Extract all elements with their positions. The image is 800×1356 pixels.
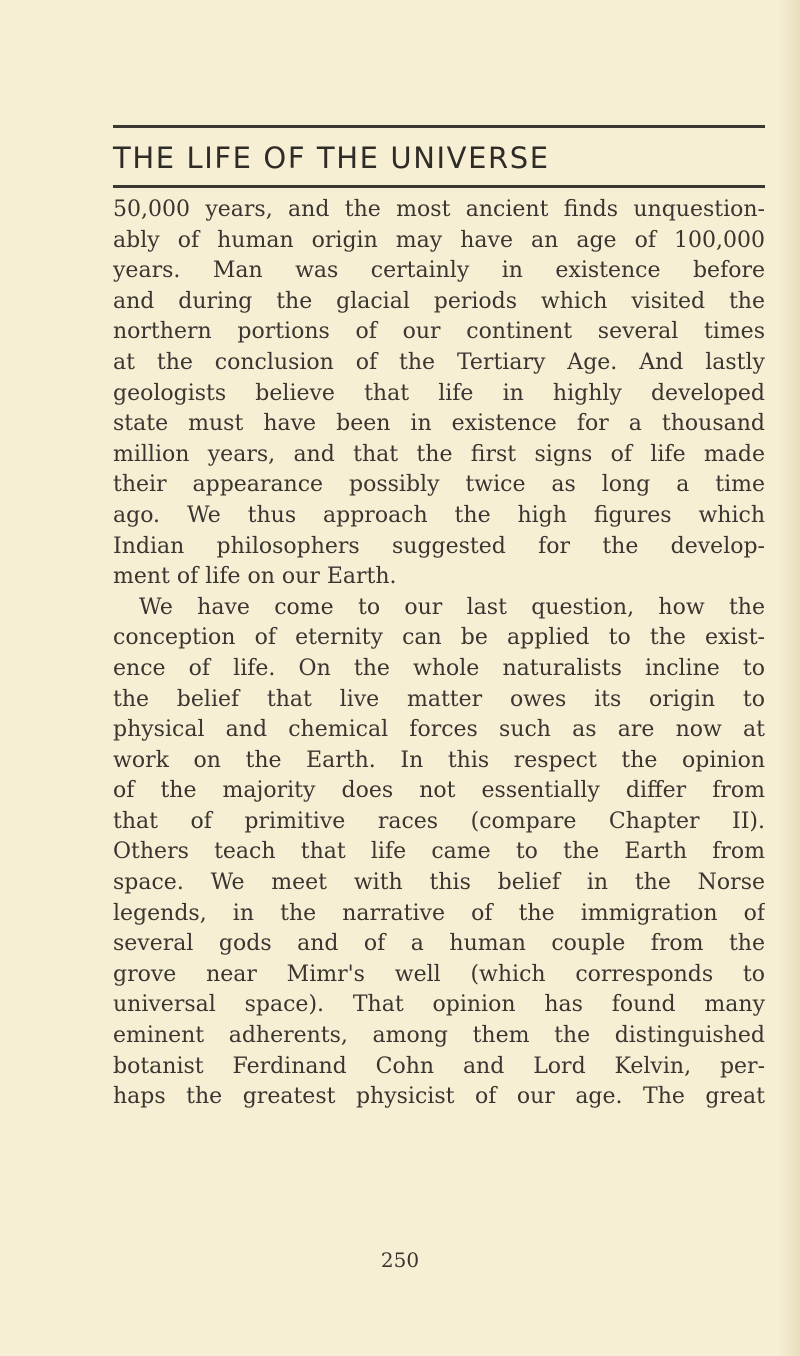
text-line: physical and chemical forces such as are now at (113, 717, 765, 743)
page-edge-shadow (778, 0, 800, 1356)
page-number: 250 (380, 1248, 420, 1272)
text-line: conception of eternity can be applied to the exist- (113, 625, 765, 651)
text-line: state must have been in existence for a thousand (113, 411, 765, 437)
text-line: haps the greatest physicist of our age. The great (113, 1084, 765, 1110)
text-line: work on the Earth. In this respect the opinion (113, 747, 765, 773)
text-line: space. We meet with this belief in the Norse (113, 870, 765, 896)
text-line: that of primitive races (compare Chapter II). (113, 808, 765, 834)
text-line: their appearance possibly twice as long a time (113, 472, 765, 498)
text-line: geologists believe that life in highly developed (113, 380, 765, 406)
text-line: 50,000 years, and the most ancient finds unquestion- (113, 197, 765, 222)
text-line: ago. We thus approach the high figures which (113, 502, 765, 528)
header-rule-top (113, 125, 765, 128)
text-line: at the conclusion of the Tertiary Age. And lastly (113, 349, 765, 375)
text-line: eminent adherents, among them the distinguished (113, 1023, 765, 1049)
text-line: We have come to our last question, how the (139, 594, 765, 620)
text-line: years. Man was certainly in existence before (113, 258, 765, 284)
text-line: Others teach that life came to the Earth from (113, 839, 765, 865)
text-line: and during the glacial periods which visited the (113, 288, 765, 314)
text-line: universal space). That opinion has found many (113, 992, 765, 1018)
header-rule-bottom (113, 185, 765, 188)
text-line: Indian philosophers suggested for the develop- (113, 533, 765, 559)
text-line: botanist Ferdinand Cohn and Lord Kelvin, per- (113, 1053, 765, 1079)
text-line: million years, and that the first signs of life made (113, 441, 765, 467)
text-line: ence of life. On the whole naturalists incline to (113, 655, 765, 681)
text-line: several gods and of a human couple from the (113, 931, 765, 957)
text-line: ably of human origin may have an age of 100,000 (113, 227, 765, 253)
text-line: the belief that live matter owes its origin to (113, 686, 765, 712)
text-line: grove near Mimr's well (which corresponds to (113, 961, 765, 987)
paragraph-2 (113, 593, 765, 1113)
running-head: THE LIFE OF THE UNIVERSE (113, 141, 550, 175)
text-line: northern portions of our continent several times (113, 319, 765, 345)
paragraph-1 (113, 195, 765, 593)
text-line: legends, in the narrative of the immigration of (113, 900, 765, 926)
text-line: ment of life on our Earth. (113, 564, 397, 590)
text-line: of the majority does not essentially differ from (113, 778, 765, 804)
body-text (113, 195, 765, 1113)
